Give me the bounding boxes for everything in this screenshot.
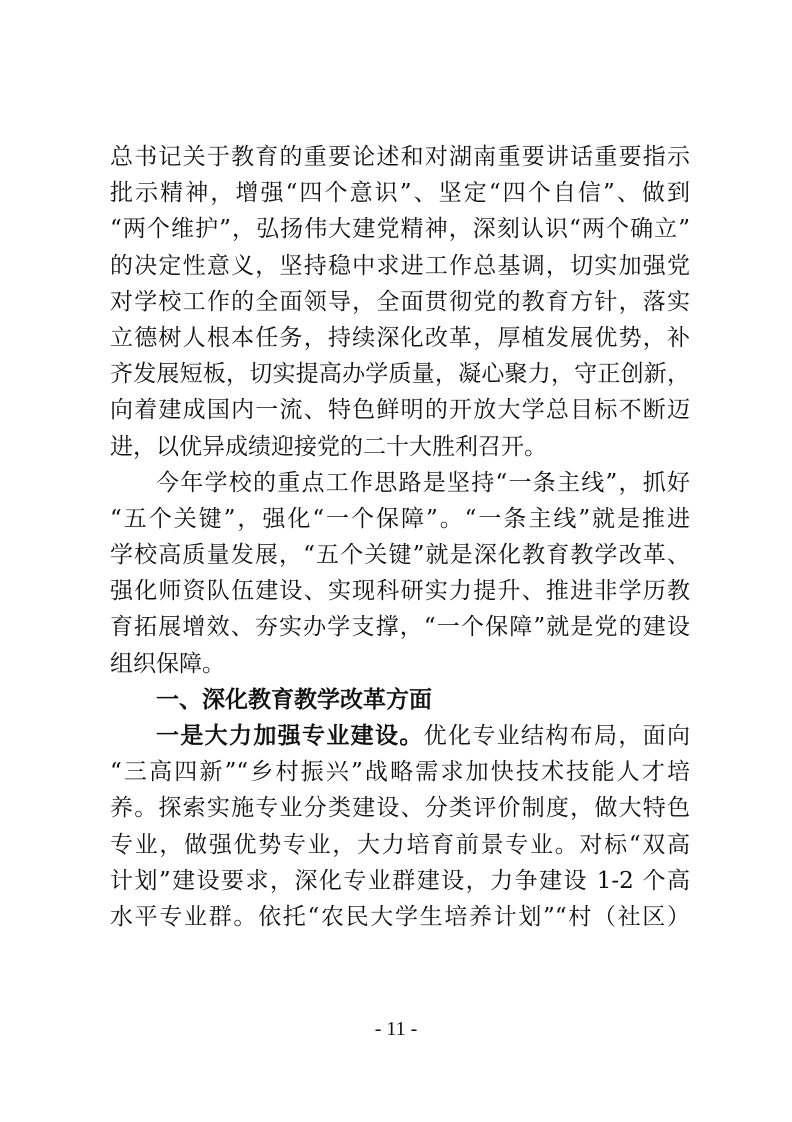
body-text	[110, 139, 690, 935]
point-one-lead: 一是大力加强专业建设。	[156, 723, 424, 749]
text-line: 计划”建设要求，深化专业群建设，力争建设 1-2 个高	[110, 867, 690, 894]
text-line: “五个关键”，强化“一个保障”。“一条主线”就是推进	[110, 505, 690, 532]
paragraph-1	[110, 139, 690, 465]
text-line: 的决定性意义，坚持稳中求进工作总基调，切实加强党	[110, 252, 690, 279]
text-line: 今年学校的重点工作思路是坚持“一条主线”，抓好	[156, 469, 690, 496]
text-line	[110, 718, 690, 754]
text-line: 学校高质量发展，“五个关键”就是深化教育教学改革、	[110, 542, 690, 569]
section-heading: 一、深化教育教学改革方面	[156, 686, 432, 713]
text-line: “三高四新”“乡村振兴”战略需求加快技术技能人才培	[110, 759, 690, 786]
text-line: 对学校工作的全面领导，全面贯彻党的教育方针，落实	[110, 288, 690, 315]
text-line: 水平专业群。依托“农民大学生培养计划”“村（社区）	[110, 903, 690, 930]
text-line: 立德树人根本任务，持续深化改革，厚植发展优势，补	[110, 324, 690, 351]
text-line: 批示精神，增强“四个意识”、坚定“四个自信”、做到	[110, 180, 690, 207]
paragraph-2	[110, 465, 690, 682]
point-one-first-line: 优化专业结构布局，面向	[423, 723, 691, 749]
text-line: 齐发展短板，切实提高办学质量，凝心聚力，守正创新，	[110, 361, 690, 388]
text-line: “两个维护”，弘扬伟大建党精神，深刻认识“两个确立”	[110, 216, 690, 243]
text-line: 强化师资队伍建设、实现科研实力提升、推进非学历教	[110, 578, 690, 605]
point-one-paragraph	[110, 718, 690, 935]
text-line: 养。探索实施专业分类建设、分类评价制度，做大特色	[110, 795, 690, 822]
page-number: - 11 -	[374, 1018, 418, 1040]
text-line: 育拓展增效、夯实办学支撑，“一个保障”就是党的建设	[110, 614, 690, 641]
text-line: 向着建成国内一流、特色鲜明的开放大学总目标不断迈	[110, 397, 690, 424]
text-line: 专业，做强优势专业，大力培育前景专业。对标“双高	[110, 831, 690, 858]
text-line: 组织保障。	[110, 650, 225, 677]
text-line: 进，以优异成绩迎接党的二十大胜利召开。	[110, 433, 547, 460]
text-line: 总书记关于教育的重要论述和对湖南重要讲话重要指示	[110, 144, 690, 170]
